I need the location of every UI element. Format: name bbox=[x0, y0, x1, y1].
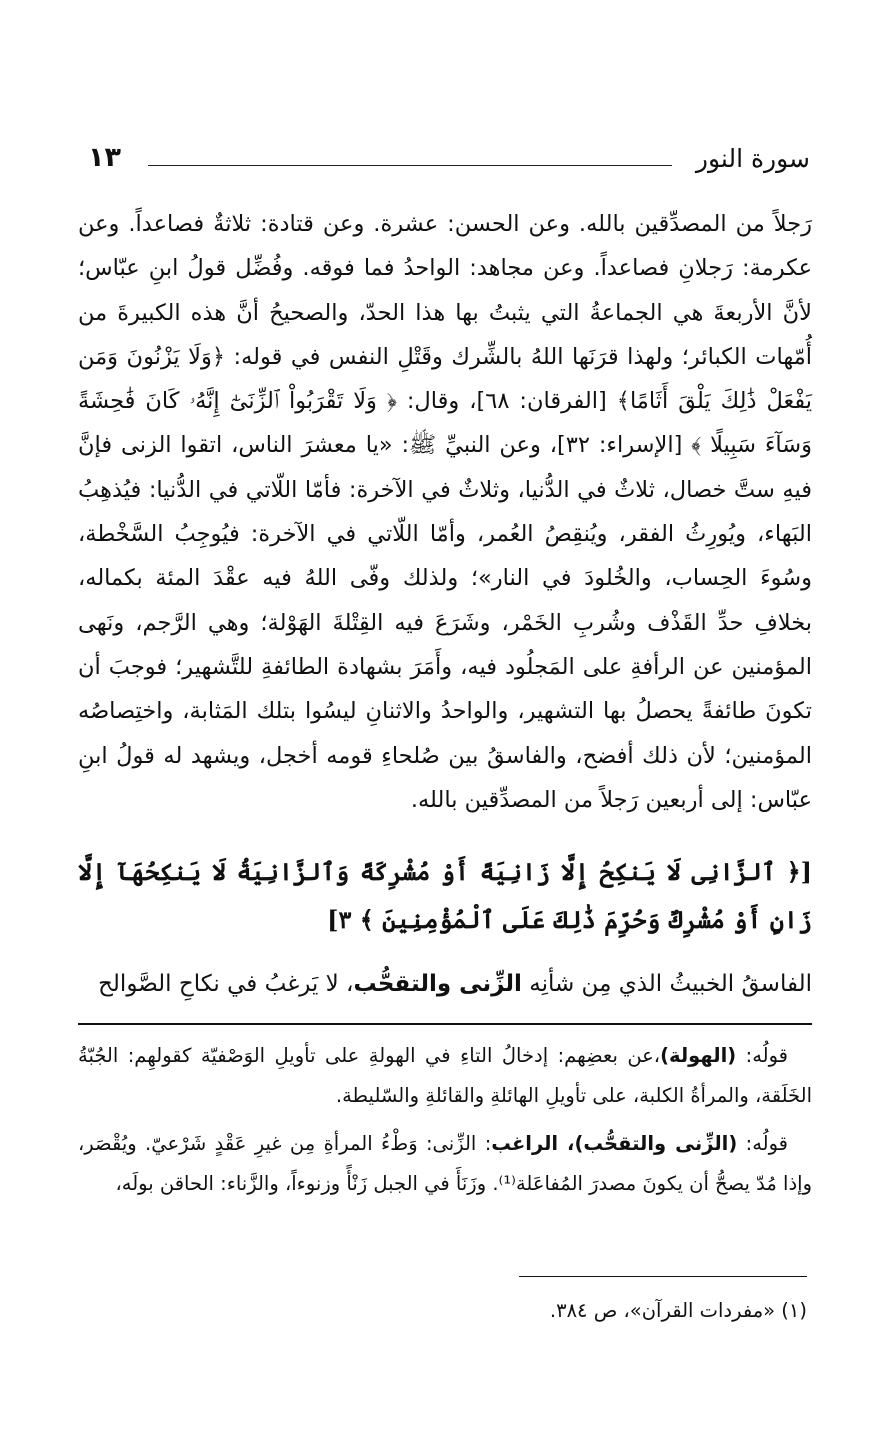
page-header bbox=[88, 140, 810, 180]
note-keyword: (الزِّنى والتقحُّب)، الراغب bbox=[491, 1132, 738, 1155]
surah-title: سورة النور bbox=[695, 144, 810, 173]
note-item bbox=[78, 1036, 812, 1116]
note-keyword: (الهولة) bbox=[660, 1044, 737, 1067]
note-text: : الزِّنى: وَطْءُ المرأةِ مِن غيرِ عَقْدٍ شَرْعيّ. ويُقْصَر، وإذا مُدّ يصحُّ أن يكونَ مصدرَ المُفاعَلة⁽¹⁾. وزَنَأَ في الجبل زَنْأً وزنوءاً، والزَّناء: الحاقن بولَه، bbox=[78, 1132, 812, 1195]
note-lead: قولُه: bbox=[736, 1044, 789, 1067]
tafsir-bold: الزِّنى والتقحُّب bbox=[353, 971, 522, 997]
main-paragraph: رَجلاً من المصدِّقين بالله. وعن الحسن: عشرة. وعن قتادة: ثلاثةٌ فصاعداً. وعن عكرمة: رَجلانِ فصاعداً. وعن مجاهد: الواحدُ فما فوقه. وفُضِّل قولُ ابنِ عبّاس؛ لأنَّ الأربعةَ هي الجماعةُ التي يثبتُ بها هذا الحدّ، والصحيحُ أنَّ هذه الكبيرةَ من أُمّهات الكبائر؛ ولهذا قرَنَها اللهُ بالشِّرك وقَتْلِ النفس في قوله: ﴿وَلَا يَزْنُونَ وَمَن يَفْعَلْ ذَٰلِكَ يَلْقَ أَثَامًا﴾ [الفرقان: ٦٨]، وقال: ﴿ وَلَا تَقْرَبُواْ ٱلزِّنَىٰٓ إِنَّهُۥ كَانَ فَٰحِشَةً وَسَآءَ سَبِيلًا ﴾ [الإسراء: ٣٢]، وعن النبيِّ ﷺ: «يا معشرَ الناس، اتقوا الزنى فإنَّ فيهِ ستَّ خصال، ثلاثٌ في الدُّنيا، وثلاثٌ في الآخرة: فأمّا اللّاتي في الدُّنيا: فيُذهِبُ البَهاء، ويُورِثُ الفقر، ويُنقِصُ العُمر، وأمّا اللّاتي في الآخرة: فيُوجِبُ السَّخْطة، وسُوءَ الحِساب، والخُلودَ في النار»؛ ولذلك وفّى اللهُ فيه عقْدَ المئة بكماله، بخلافِ حدِّ القَذْف وشُربِ الخَمْر، وشَرَعَ فيه القِتْلةَ الهَوْلة؛ وهي الرَّجم، ونَهى المؤمنين عن الرأفةِ على المَجلُود فيه، وأَمَرَ بشهادة الطائفةِ للتَّشهير؛ فوجبَ أن تكونَ طائفةً يحصلُ بها التشهير، والواحدُ والاثنانِ ليسُوا بتلك المَثابة، واختِصاصُه المؤمنين؛ لأن ذلك أفضح، والفاسقُ بين صُلحاءِ قومه أخجل، ويشهد له قولُ ابنِ عبّاس: إلى أربعين رَجلاً من المصدِّقين بالله. bbox=[78, 211, 813, 813]
verse-text: [﴿ ٱلزَّانِى لَا يَنكِحُ إِلَّا زَانِيَةً أَوْ مُشْرِكَةً وَٱلزَّانِيَةُ لَا يَنكِحُهَآ إِلَّا زَانٍ أَوْ مُشْرِكٌ وَحُرِّمَ ذَٰلِكَ عَلَى ٱلْمُؤْمِنِينَ ﴾ ٣] bbox=[78, 857, 813, 934]
main-text bbox=[78, 202, 812, 822]
header-rule bbox=[148, 165, 672, 166]
note-item bbox=[78, 1124, 812, 1204]
page-number: ١٣ bbox=[88, 142, 121, 173]
notes-divider bbox=[78, 1023, 812, 1025]
footnote-rule bbox=[519, 1276, 807, 1277]
commentary-notes bbox=[78, 1036, 812, 1212]
note-lead: قولُه: bbox=[737, 1132, 788, 1155]
footnote: (١) «مفردات القرآن»، ص ٣٨٤. bbox=[549, 1299, 807, 1322]
tafsir-after: ، لا يَرغبُ في نكاحِ الصَّوالح bbox=[98, 971, 354, 997]
tafsir-line bbox=[78, 962, 812, 1006]
quran-verse bbox=[78, 848, 812, 944]
tafsir-text bbox=[78, 962, 812, 1006]
note-text: ،عن بعضِهم: إدخالُ التاءِ في الهولةِ على تأويلِ الوَصْفيّة كقولهِم: الجُبّةُ الخَلَقة، والمرأةُ الكلبة، على تأويلِ الهائلةِ والقائلةِ والسّليطة. bbox=[78, 1044, 812, 1107]
tafsir-before: الفاسقُ الخبيثُ الذي مِن شأنِه bbox=[521, 971, 812, 997]
